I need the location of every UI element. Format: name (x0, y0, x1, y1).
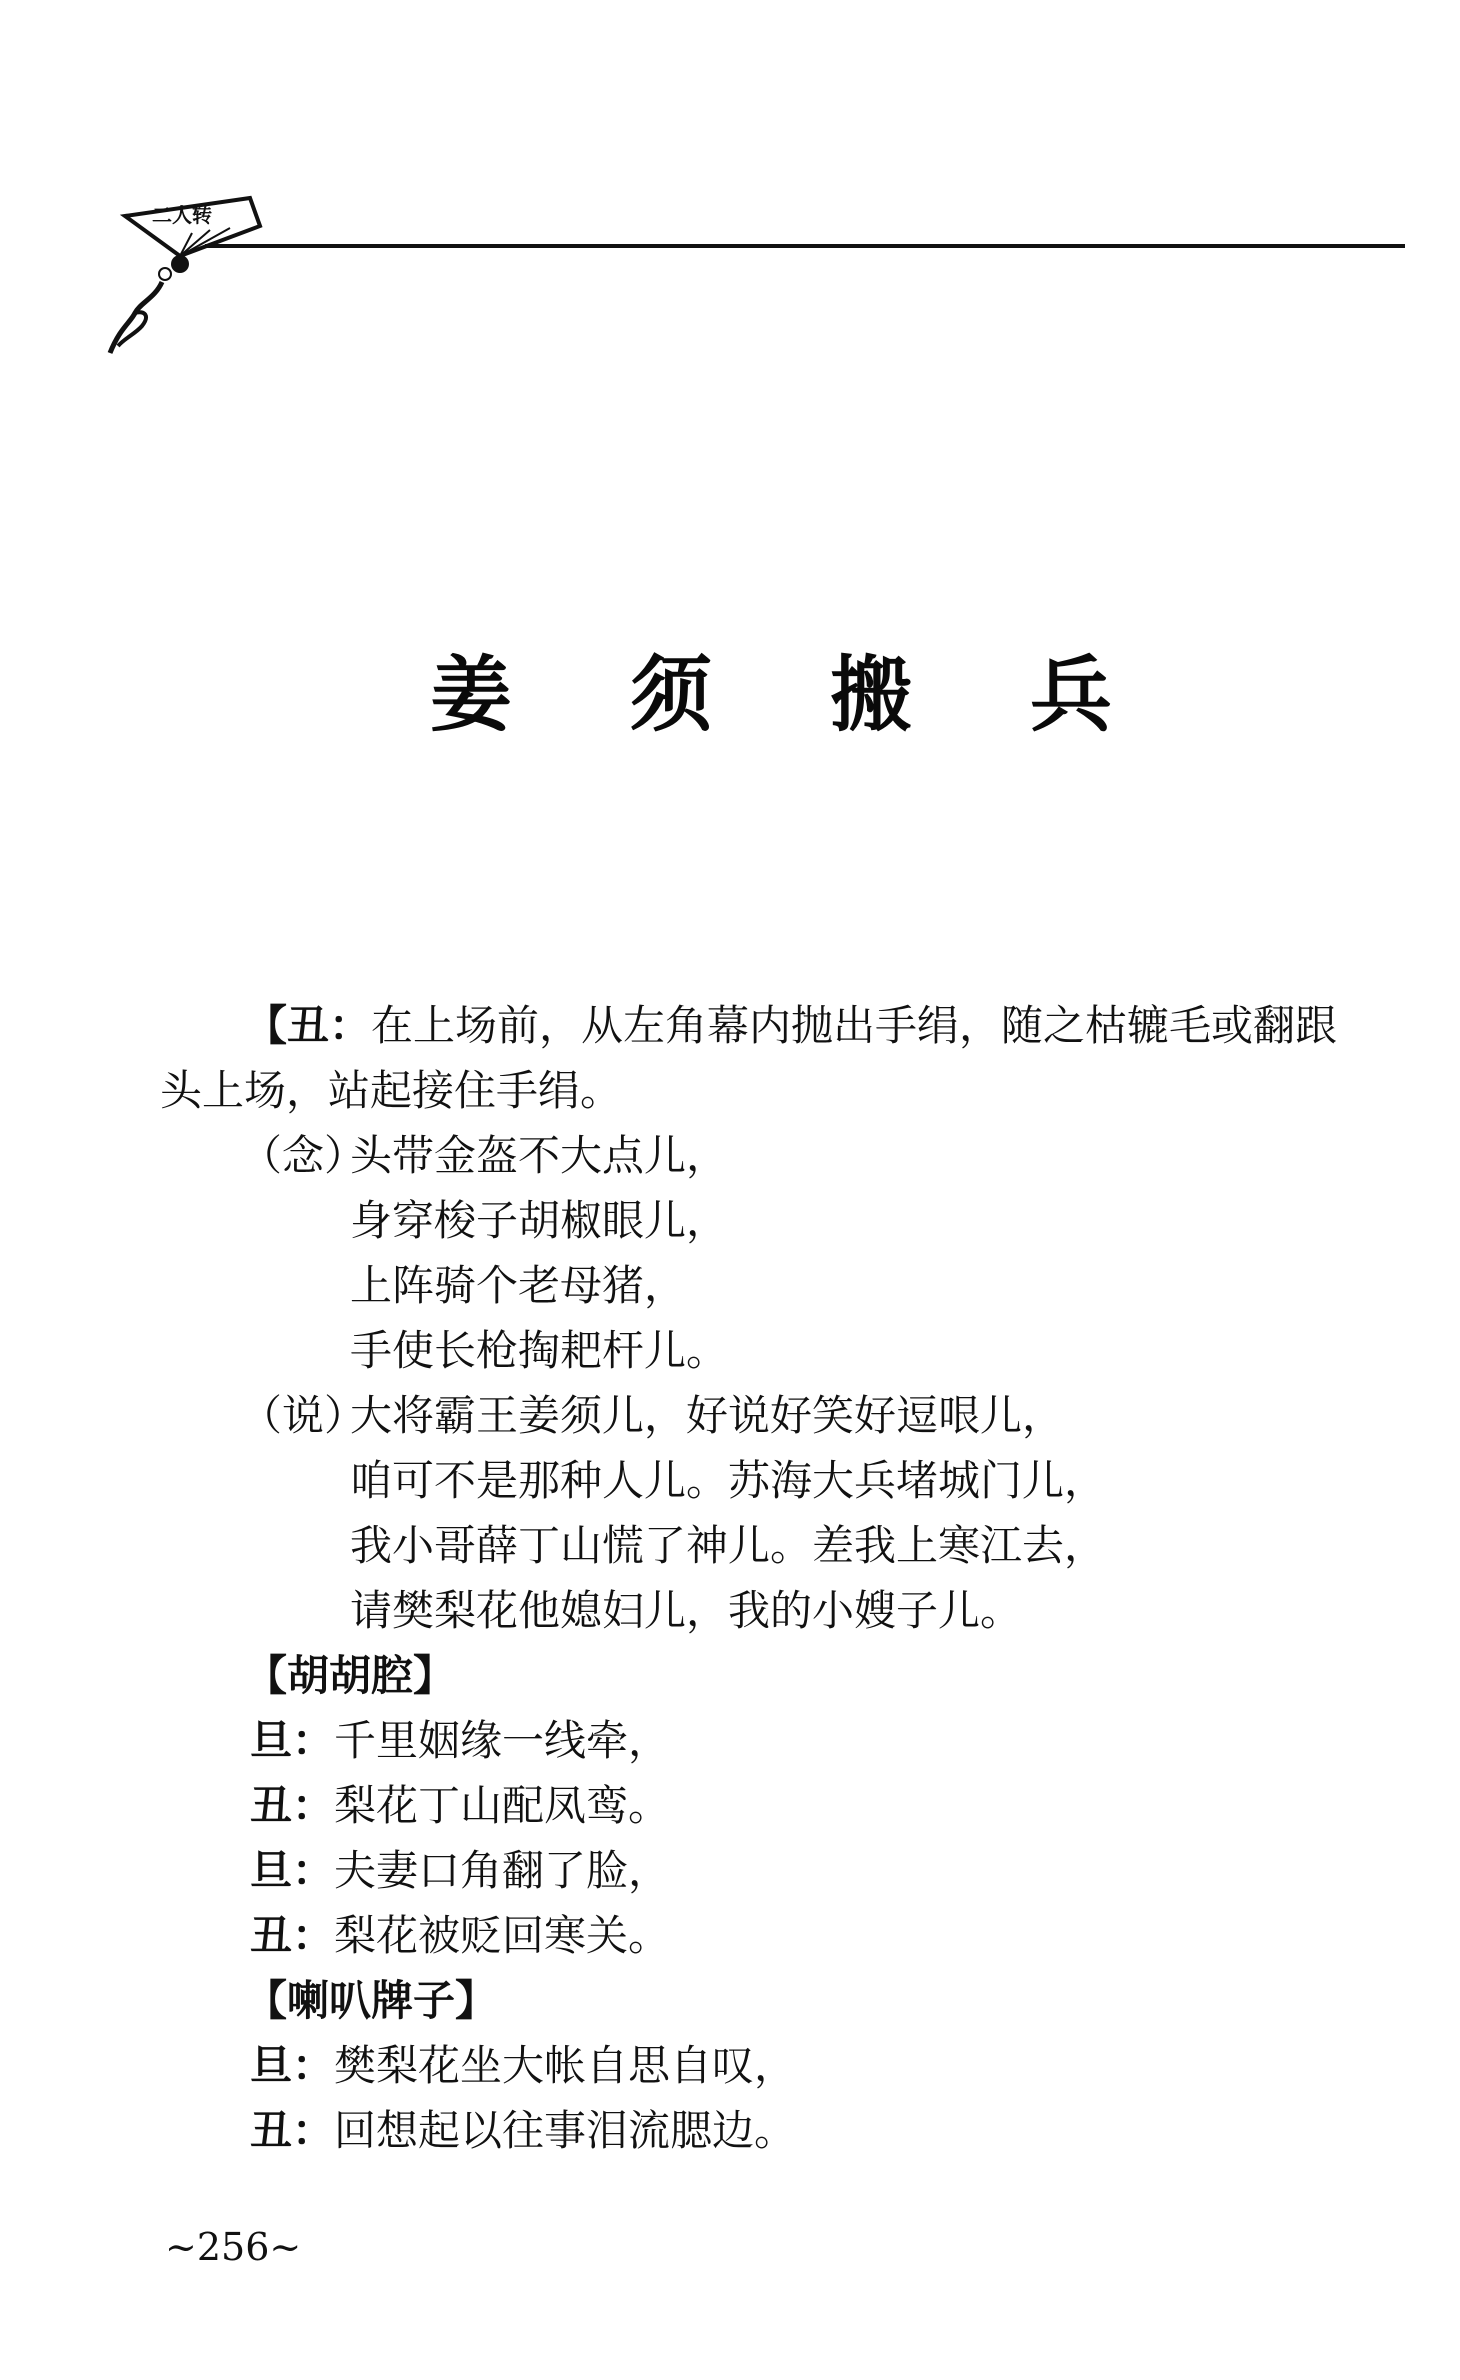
speech-line: 大将霸王姜须儿，好说好笑好逗哏儿， (350, 1391, 1065, 1440)
dialogue-line (250, 1910, 670, 1962)
dialogue-text: 梨花丁山配凤鸾。 (334, 1781, 671, 1830)
verse-line: 头带金盔不大点儿， (350, 1131, 729, 1180)
stage-direction-line-1 (245, 1000, 1337, 1052)
title-char: 搬 (830, 648, 913, 743)
dialogue-text: 梨花被贬回寒关。 (334, 1911, 671, 1960)
role-label: 丑： (250, 1911, 335, 1960)
speak-label: （说） (240, 1391, 367, 1440)
stage-direction-line-2: 头上场，站起接住手绢。 (160, 1066, 623, 1115)
logo-text: 二人转 (152, 203, 212, 227)
dialogue-line (250, 2040, 796, 2092)
role-label: 丑： (250, 1781, 335, 1830)
dialogue-text: 夫妻口角翻了脸， (334, 1846, 671, 1895)
page-title (430, 630, 1150, 747)
folding-fan-icon (80, 178, 270, 368)
title-char: 姜 (430, 648, 513, 743)
title-char: 须 (630, 648, 713, 743)
tune-heading: 【胡胡腔】 (245, 1651, 456, 1700)
role-label: 丑： (250, 2106, 335, 2155)
role-label: 旦： (250, 1716, 335, 1765)
page-number: ~256~ (165, 2225, 302, 2269)
stage-direction-tag: 【丑： (245, 1001, 372, 1050)
title-char: 兵 (1030, 648, 1113, 743)
dialogue-line (250, 1715, 670, 1767)
header-rule (205, 244, 1405, 248)
verse-line: 身穿梭子胡椒眼儿， (350, 1196, 729, 1245)
tune-heading: 【喇叭牌子】 (245, 1976, 498, 2025)
verse-line: 手使长枪掏耙杆儿。 (350, 1326, 729, 1375)
dialogue-line (250, 1845, 670, 1897)
role-label: 旦： (250, 1846, 335, 1895)
dialogue-line (250, 2105, 796, 2157)
speech-line: 请樊梨花他媳妇儿，我的小嫂子儿。 (350, 1586, 1023, 1635)
verse-line: 上阵骑个老母猪， (350, 1261, 687, 1310)
stage-direction-text: 在上场前，从左角幕内抛出手绢，随之枯辘毛或翻跟 (371, 1001, 1338, 1050)
dialogue-text: 回想起以往事泪流腮边。 (334, 2106, 797, 2155)
recite-label: （念） (240, 1131, 367, 1180)
dialogue-line (250, 1780, 670, 1832)
dialogue-text: 千里姻缘一线牵， (334, 1716, 671, 1765)
dialogue-text: 樊梨花坐大帐自思自叹， (334, 2041, 797, 2090)
speech-line: 我小哥薛丁山慌了神儿。差我上寒江去， (350, 1521, 1107, 1570)
speech-line: 咱可不是那种人儿。苏海大兵堵城门儿， (350, 1456, 1107, 1505)
role-label: 旦： (250, 2041, 335, 2090)
